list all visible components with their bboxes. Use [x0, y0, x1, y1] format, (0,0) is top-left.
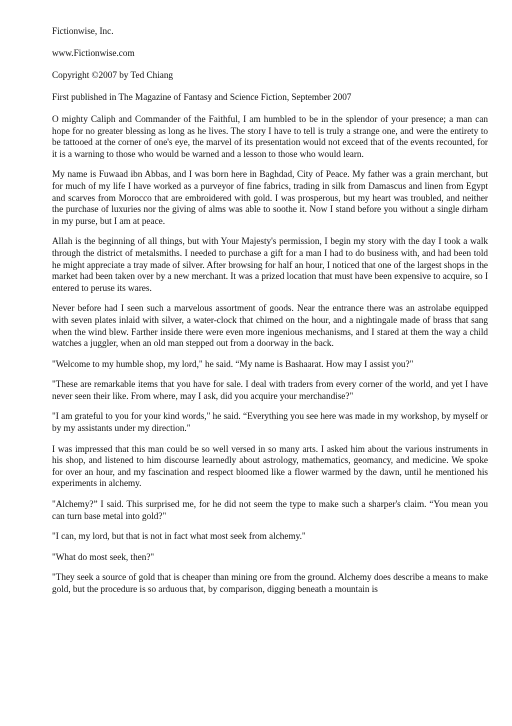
website-line: www.Fictionwise.com	[52, 48, 135, 58]
story-paragraph: My name is Fuwaad ibn Abbas, and I was born here in Baghdad, City of Peace. My father was a grain merchant, but for much of my life I have worked as a purveyor of fine fabrics, trading in silk from Damascus and linen from Egypt and scarves from Morocco that are embroidered with gold. I was prosperous, but my heart was troubled, and neither the purchase of luxuries nor the giving of alms was able to soothe it. Now I stand before you without a single dirham in my purse, but I am at peace.	[52, 169, 488, 226]
story-paragraph: "What do most seek, then?"	[52, 551, 155, 562]
publisher-line: Fictionwise, Inc.	[52, 26, 114, 36]
story-body	[52, 114, 488, 596]
story-paragraph: "I am grateful to you for your kind words," he said. “Everything you see here was made in my workshop, by myself or by my assistants under my direction."	[52, 411, 488, 434]
story-paragraph: "I can, my lord, but that is not in fact what most seek from alchemy."	[52, 531, 306, 542]
copyright-line: Copyright ©2007 by Ted Chiang	[52, 70, 174, 80]
publication-line: First published in The Magazine of Fantasy and Science Fiction, September 2007	[52, 92, 352, 102]
front-matter	[52, 26, 488, 103]
story-paragraph: I was impressed that this man could be so well versed in so many arts. I asked him about the various instruments in his shop, and listened to him discourse learnedly about astrology, mathematics, geomancy, and medicine. We spoke for over an hour, and my fascination and respect bloomed like a flower warmed by the dawn, until he mentioned his experiments in alchemy.	[52, 443, 488, 489]
story-paragraph: "They seek a source of gold that is cheaper than mining ore from the ground. Alchemy does describe a means to make gold, but the procedure is so arduous that, by comparison, digging beneath a mountain is	[52, 572, 488, 594]
story-paragraph: "Alchemy?” I said. This surprised me, for he did not seem the type to make such a sharper's claim. “You mean you can turn base metal into gold?"	[52, 499, 488, 521]
story-paragraph: "Welcome to my humble shop, my lord," he said. “My name is Bashaarat. How may I assist you?"	[52, 358, 414, 369]
story-paragraph: "These are remarkable items that you have for sale. I deal with traders from every corner of the world, and yet I have never seen their like. From where, may I ask, did you acquire your merchandise?"	[52, 379, 488, 401]
story-paragraph: O mighty Caliph and Commander of the Faithful, I am humbled to be in the splendor of your presence; a man can hope for no greater blessing as long as he lives. The story I have to tell is truly a strange one, and were the entirety to be tattooed at the corner of one's eye, the marvel of its presentation would not exceed that of the events recounted, for it is a warning to those who would be warned and a lesson to those who would learn.	[52, 114, 488, 159]
story-paragraph: Never before had I seen such a marvelous assortment of goods. Near the entrance there was an astrolabe equipped with seven plates inlaid with silver, a water-clock that chimed on the hour, and a nightingale made of brass that sang when the wind blew. Farther inside there were even more ingenious mechanisms, and I stared at them the way a child watches a juggler, when an old man stepped out from a doorway in the back.	[52, 303, 488, 349]
story-paragraph: Allah is the beginning of all things, but with Your Majesty's permission, I begin my story with the day I took a walk through the district of metalsmiths. I needed to purchase a gift for a man I had to do business with, and had been told he might appreciate a tray made of silver. After browsing for half an hour, I noticed that one of the largest shops in the market had been taken over by a new merchant. It was a prized location that must have been expensive to acquire, so I entered to peruse its wares.	[52, 236, 488, 293]
